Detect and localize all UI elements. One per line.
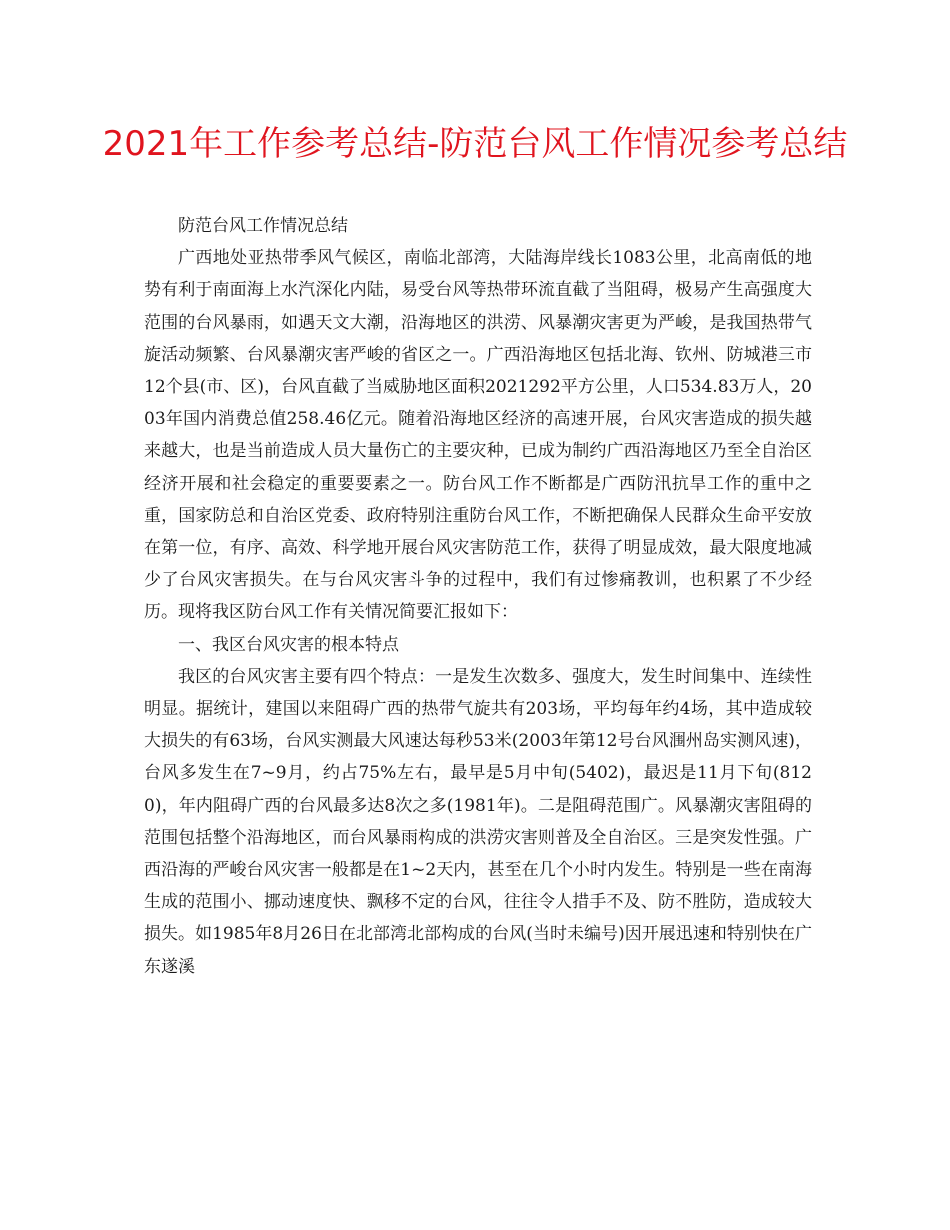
document-body [144, 210, 812, 983]
section-heading: 一、我区台风灾害的根本特点 [178, 634, 399, 655]
paragraph-characteristics: 我区的台风灾害主要有四个特点：一是发生次数多、强度大，发生时间集中、连续性明显。据统计，建国以来阻碍广西的热带气旋共有203场，平均每年约4场，其中造成较大损失的有63场，台风实测最大风速达每秒53米(2003年第12号台风涠州岛实测风速)，台风多发生在7~9月，约占75%左右，最早是5月中旬(5402)，最迟是11月下旬(8120)，年内阻碍广西的台风最多达8次之多(1981年)。二是阻碍范围广。风暴潮灾害阻碍的范围包括整个沿海地区，而台风暴雨构成的洪涝灾害则普及全自治区。三是突发性强。广西沿海的严峻台风灾害一般都是在1~2天内，甚至在几个小时内发生。特别是一些在南海生成的范围小、挪动速度快、飘移不定的台风，往往令人措手不及、防不胜防，造成较大损失。如1985年8月26日在北部湾北部构成的台风(当时未编号)因开展迅速和特别快在广东遂溪 [144, 666, 812, 977]
document-title: 2021年工作参考总结-防范台风工作情况参考总结 [102, 124, 848, 164]
paragraph-intro: 广西地处亚热带季风气候区，南临北部湾，大陆海岸线长1083公里，北高南低的地势有利于南面海上水汽深化内陆，易受台风等热带环流直截了当阻碍，极易产生高强度大范围的台风暴雨，如遇天文大潮，沿海地区的洪涝、风暴潮灾害更为严峻，是我国热带气旋活动频繁、台风暴潮灾害严峻的省区之一。广西沿海地区包括北海、钦州、防城港三市12个县(市、区)，台风直截了当威胁地区面积2021292平方公里，人口534.83万人，2003年国内消费总值258.46亿元。随着沿海地区经济的高速开展，台风灾害造成的损失越来越大，也是当前造成人员大量伤亡的主要灾种，已成为制约广西沿海地区乃至全自治区经济开展和社会稳定的重要要素之一。防台风工作不断都是广西防汛抗旱工作的重中之重，国家防总和自治区党委、政府特别注重防台风工作，不断把确保人民群众生命平安放在第一位，有序、高效、科学地开展台风灾害防范工作，获得了明显成效，最大限度地减少了台风灾害损失。在与台风灾害斗争的过程中，我们有过惨痛教训，也积累了不少经历。现将我区防台风工作有关情况简要汇报如下： [144, 248, 812, 623]
paragraph-heading: 防范台风工作情况总结 [178, 216, 348, 236]
